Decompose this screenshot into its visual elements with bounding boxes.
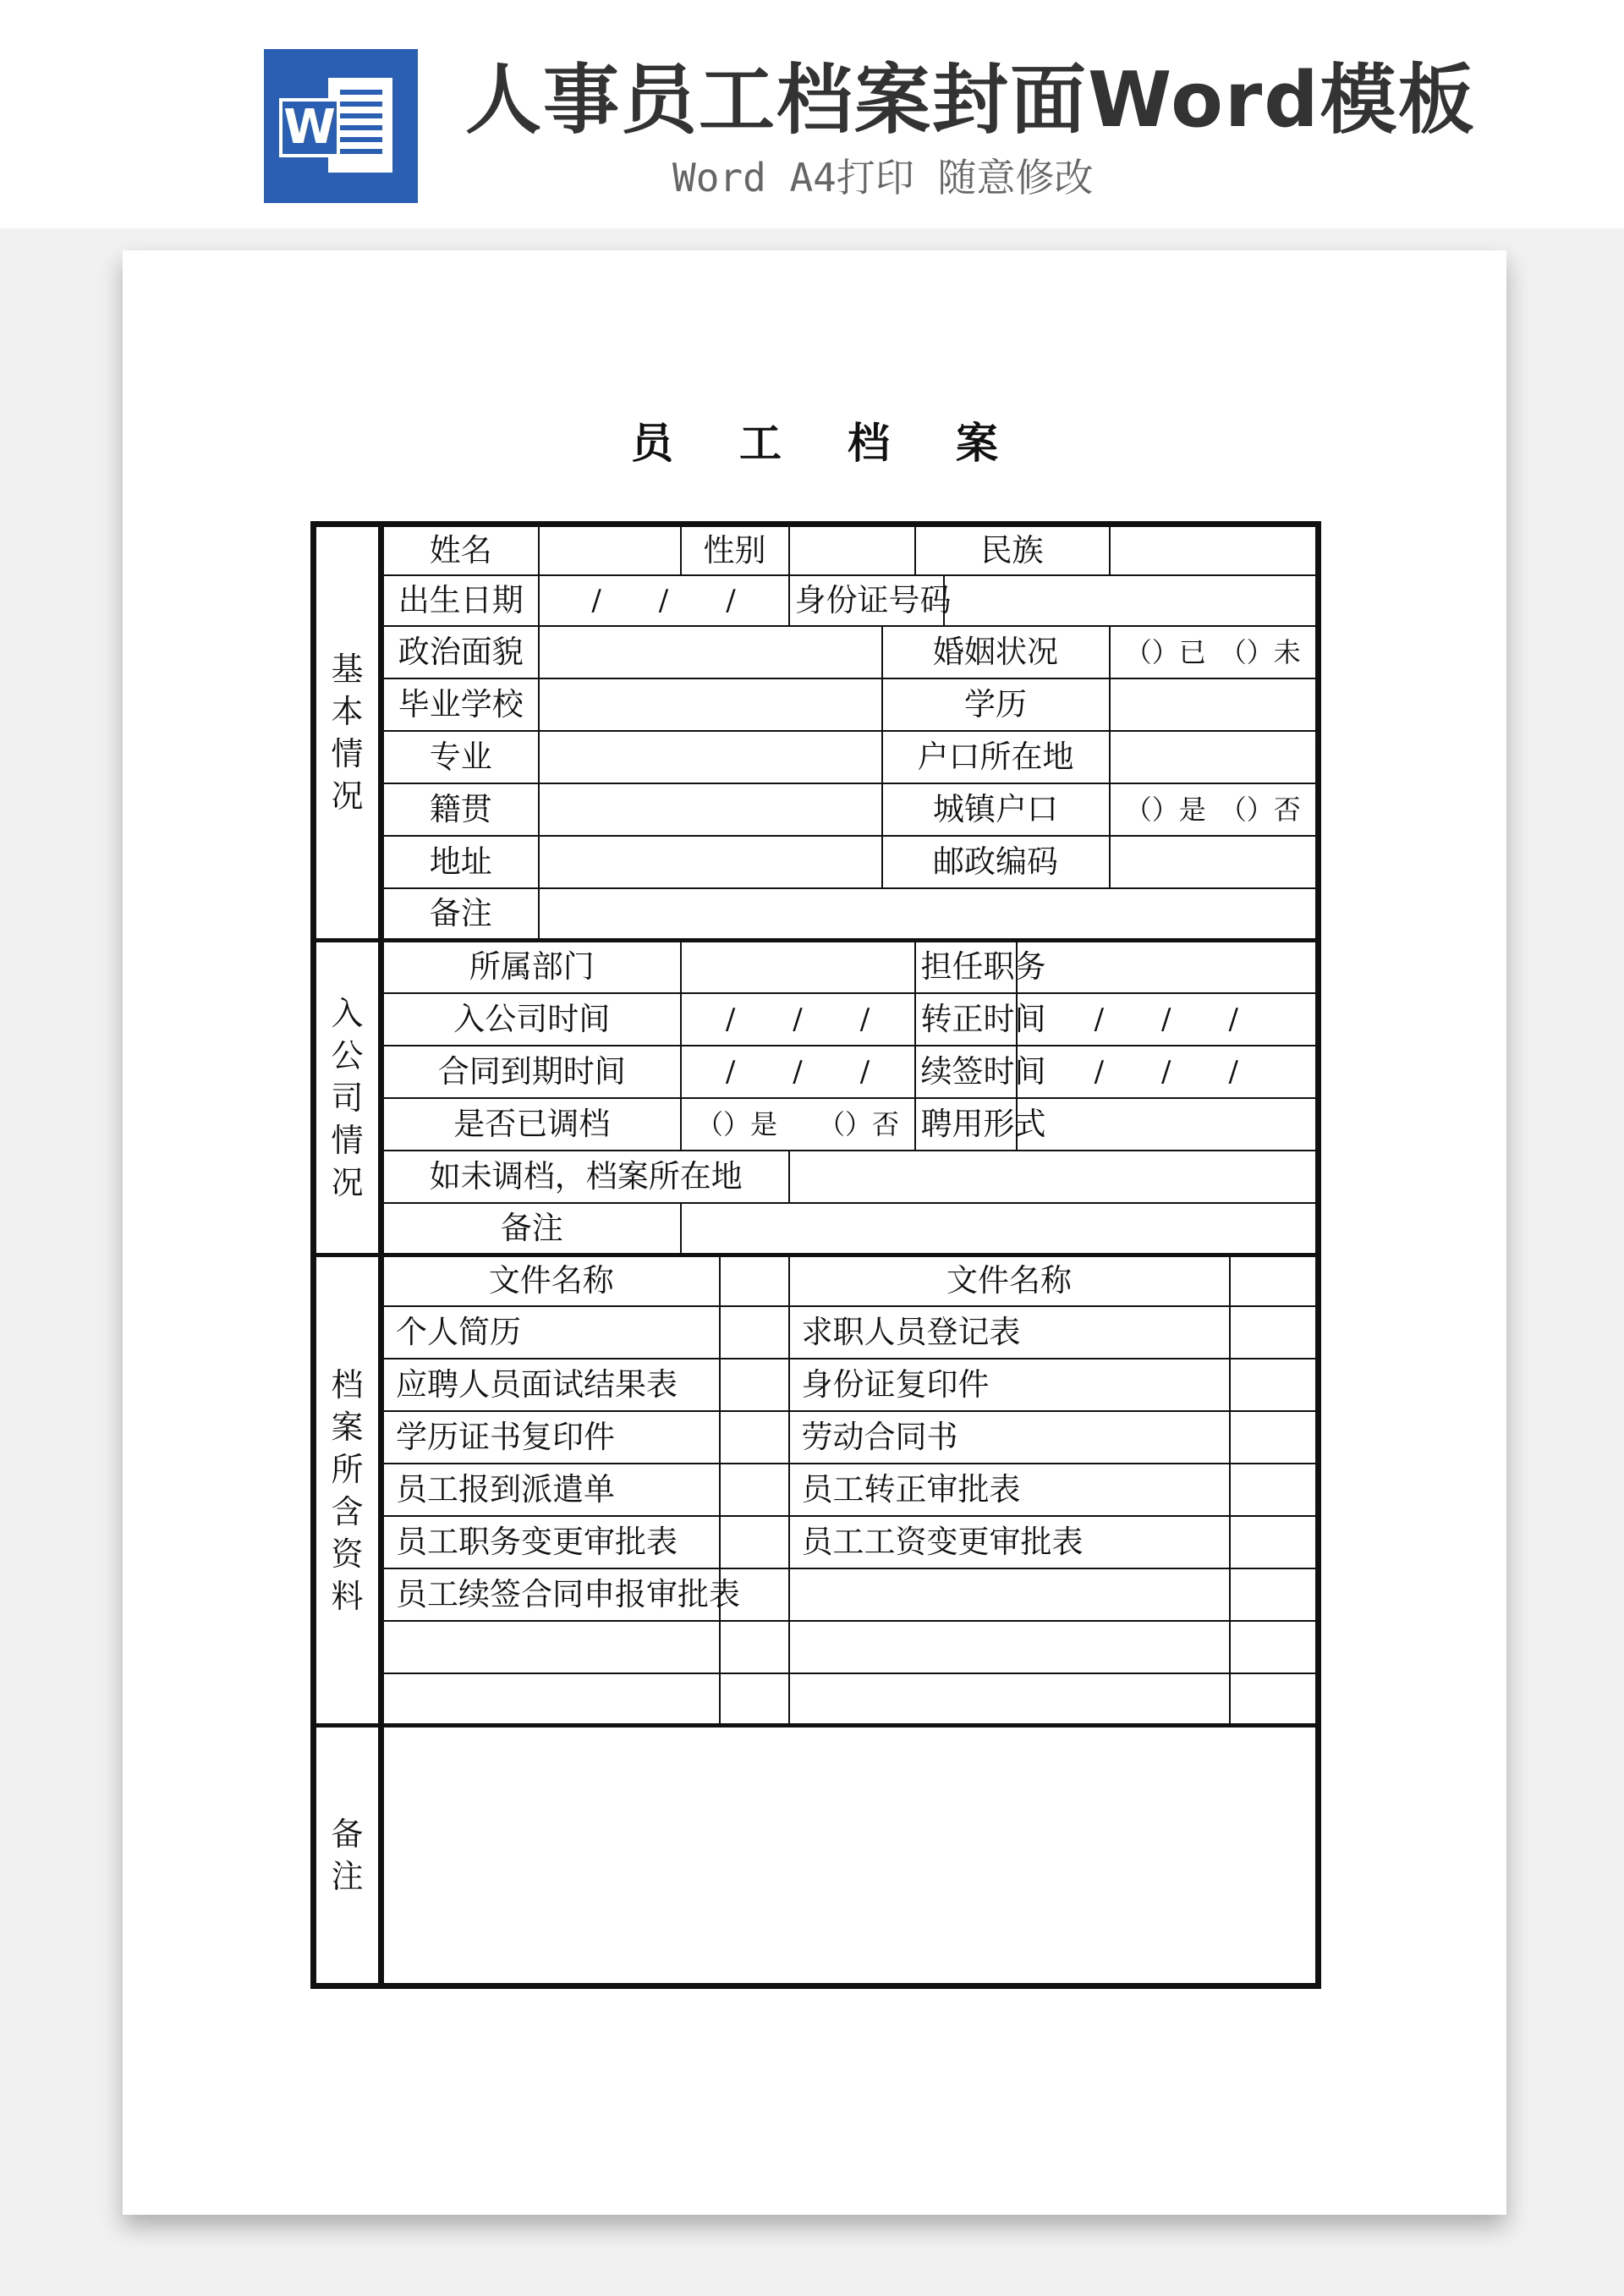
section-remarks-label: 备注 — [314, 1726, 381, 1986]
page-title: 人事员工档案封面Word模板 — [465, 56, 1476, 145]
contract-end-field[interactable]: / / / — [681, 1046, 915, 1098]
file-check-left[interactable] — [720, 1621, 789, 1673]
file-name-right — [789, 1673, 1230, 1726]
join-row-join-date — [314, 993, 1319, 1046]
basic-row-remarks — [314, 888, 1319, 941]
label-name: 姓名 — [381, 525, 539, 575]
file-name-left — [381, 1621, 720, 1673]
joining-remarks-field[interactable] — [681, 1203, 1319, 1255]
file-check-left[interactable] — [720, 1673, 789, 1726]
label-school: 毕业学校 — [381, 678, 539, 731]
label-marital: 婚姻状况 — [882, 626, 1110, 678]
file-transferred-options[interactable]: （）是 （）否 — [681, 1098, 915, 1151]
file-name-right: 劳动合同书 — [789, 1411, 1230, 1464]
file-name-right: 求职人员登记表 — [789, 1306, 1230, 1359]
file-check-right[interactable] — [1230, 1621, 1319, 1673]
remarks-row — [314, 1726, 1319, 1986]
gender-field[interactable] — [789, 525, 915, 575]
urban-hukou-options[interactable]: （）是 （）否 — [1110, 783, 1319, 836]
label-file-transferred: 是否已调档 — [381, 1098, 681, 1151]
label-renew-date: 续签时间 — [915, 1046, 1017, 1098]
department-field[interactable] — [681, 941, 915, 993]
section-basic-label: 基本情况 — [314, 525, 381, 941]
files-row — [314, 1673, 1319, 1726]
id-number-field[interactable] — [944, 575, 1319, 626]
regular-date-field[interactable]: / / / — [1017, 993, 1319, 1046]
file-check-right[interactable] — [1230, 1568, 1319, 1621]
label-urban-hukou: 城镇户口 — [882, 783, 1110, 836]
file-check-left[interactable] — [720, 1464, 789, 1516]
file-check-left[interactable] — [720, 1306, 789, 1359]
label-political: 政治面貌 — [381, 626, 539, 678]
file-check-right[interactable] — [1230, 1359, 1319, 1411]
files-row — [314, 1568, 1319, 1621]
file-check-left[interactable] — [720, 1359, 789, 1411]
label-file-location: 如未调档，档案所在地 — [381, 1151, 789, 1203]
join-row-file-transferred — [314, 1098, 1319, 1151]
document-page — [123, 250, 1506, 2215]
section-files-label: 档案所含资料 — [314, 1255, 381, 1726]
label-regular-date: 转正时间 — [915, 993, 1017, 1046]
political-field[interactable] — [539, 626, 882, 678]
join-row-file-location — [314, 1151, 1319, 1203]
file-name-right: 员工工资变更审批表 — [789, 1516, 1230, 1568]
file-name-right — [789, 1621, 1230, 1673]
file-check-left[interactable] — [720, 1516, 789, 1568]
label-join-date: 入公司时间 — [381, 993, 681, 1046]
file-name-right — [789, 1568, 1230, 1621]
join-date-field[interactable]: / / / — [681, 993, 915, 1046]
file-name-left: 应聘人员面试结果表 — [381, 1359, 720, 1411]
file-check-right[interactable] — [1230, 1516, 1319, 1568]
major-field[interactable] — [539, 731, 882, 783]
basic-row-native — [314, 783, 1319, 836]
label-address: 地址 — [381, 836, 539, 888]
basic-row-major — [314, 731, 1319, 783]
label-basic-remarks: 备注 — [381, 888, 539, 941]
files-row — [314, 1516, 1319, 1568]
file-name-left: 员工报到派遣单 — [381, 1464, 720, 1516]
remarks-area[interactable] — [381, 1726, 1319, 1986]
name-field[interactable] — [539, 525, 681, 575]
file-name-right: 身份证复印件 — [789, 1359, 1230, 1411]
employee-file-form — [310, 521, 1315, 1989]
native-place-field[interactable] — [539, 783, 882, 836]
header-banner — [0, 0, 1624, 228]
files-check-header-left — [720, 1255, 789, 1306]
file-location-field[interactable] — [789, 1151, 1319, 1203]
hukou-location-field[interactable] — [1110, 731, 1319, 783]
birth-date-field[interactable]: / / / — [539, 575, 789, 626]
marital-options[interactable]: （）已 （）未 — [1110, 626, 1319, 678]
files-col-header-right: 文件名称 — [789, 1255, 1230, 1306]
label-position: 担任职务 — [915, 941, 1017, 993]
file-name-left: 员工续签合同申报审批表 — [381, 1568, 720, 1621]
label-gender: 性别 — [681, 525, 789, 575]
join-row-contract-end — [314, 1046, 1319, 1098]
file-name-right: 员工转正审批表 — [789, 1464, 1230, 1516]
file-check-right[interactable] — [1230, 1673, 1319, 1726]
basic-remarks-field[interactable] — [539, 888, 1319, 941]
label-id-number: 身份证号码 — [789, 575, 944, 626]
files-header-row — [314, 1255, 1319, 1306]
basic-row-political — [314, 626, 1319, 678]
file-check-right[interactable] — [1230, 1306, 1319, 1359]
document-title: 员工档案 — [631, 418, 1064, 468]
files-row — [314, 1464, 1319, 1516]
label-contract-end: 合同到期时间 — [381, 1046, 681, 1098]
label-native-place: 籍贯 — [381, 783, 539, 836]
file-check-right[interactable] — [1230, 1464, 1319, 1516]
file-name-left: 员工职务变更审批表 — [381, 1516, 720, 1568]
join-row-remarks — [314, 1203, 1319, 1255]
file-check-right[interactable] — [1230, 1411, 1319, 1464]
word-icon-letter: W — [279, 98, 340, 157]
school-field[interactable] — [539, 678, 882, 731]
education-field[interactable] — [1110, 678, 1319, 731]
position-field[interactable] — [1017, 941, 1319, 993]
files-row — [314, 1621, 1319, 1673]
label-education: 学历 — [882, 678, 1110, 731]
label-postcode: 邮政编码 — [882, 836, 1110, 888]
ethnicity-field[interactable] — [1110, 525, 1319, 575]
label-major: 专业 — [381, 731, 539, 783]
basic-row-address — [314, 836, 1319, 888]
basic-row-school — [314, 678, 1319, 731]
files-row — [314, 1306, 1319, 1359]
files-row — [314, 1411, 1319, 1464]
employment-type-field[interactable] — [1017, 1098, 1319, 1151]
files-row — [314, 1359, 1319, 1411]
file-name-left — [381, 1673, 720, 1726]
basic-row-name — [314, 525, 1319, 575]
label-hukou-location: 户口所在地 — [882, 731, 1110, 783]
label-employment-type: 聘用形式 — [915, 1098, 1017, 1151]
label-birth-date: 出生日期 — [381, 575, 539, 626]
file-check-left[interactable] — [720, 1411, 789, 1464]
page-subtitle: Word A4打印 随意修改 — [672, 155, 1094, 200]
files-col-header-left: 文件名称 — [381, 1255, 720, 1306]
file-name-left: 学历证书复印件 — [381, 1411, 720, 1464]
basic-row-birth — [314, 575, 1319, 626]
join-row-department — [314, 941, 1319, 993]
label-ethnicity: 民族 — [915, 525, 1110, 575]
postcode-field[interactable] — [1110, 836, 1319, 888]
label-joining-remarks: 备注 — [381, 1203, 681, 1255]
address-field[interactable] — [539, 836, 882, 888]
renew-date-field[interactable]: / / / — [1017, 1046, 1319, 1098]
file-name-left: 个人简历 — [381, 1306, 720, 1359]
section-joining-label: 入公司情况 — [314, 941, 381, 1255]
files-check-header-right — [1230, 1255, 1319, 1306]
word-icon — [264, 49, 418, 203]
label-department: 所属部门 — [381, 941, 681, 993]
